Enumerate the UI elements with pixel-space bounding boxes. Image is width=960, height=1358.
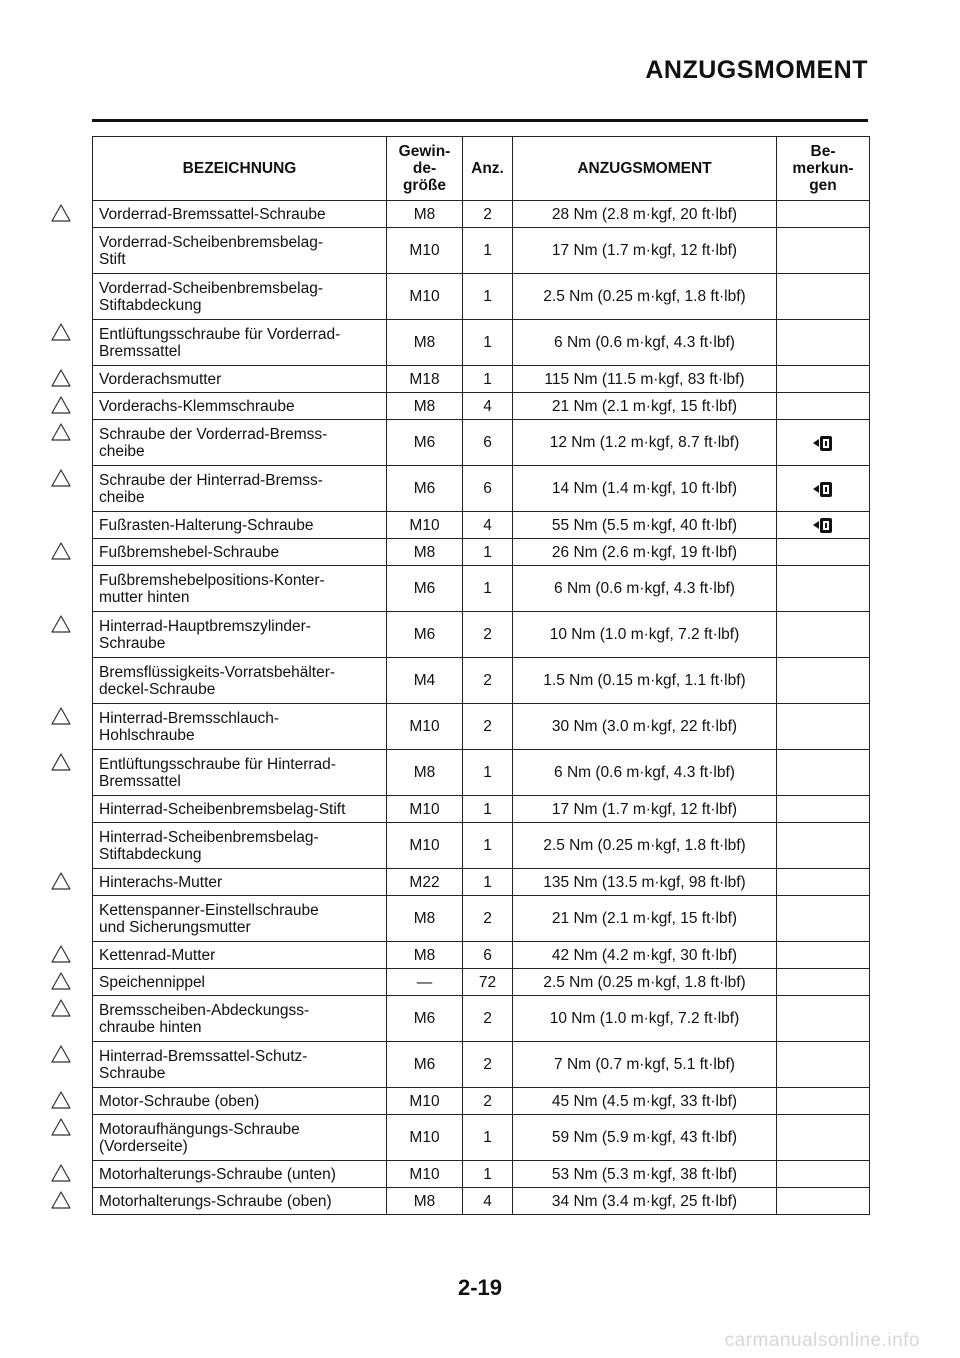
cell-thread: M8	[387, 393, 463, 420]
cell-qty: 1	[463, 796, 513, 823]
cell-thread: M6	[387, 566, 463, 612]
cell-name	[93, 896, 387, 942]
cell-qty: 1	[463, 366, 513, 393]
cell-qty: 1	[463, 274, 513, 320]
cell-thread: M8	[387, 896, 463, 942]
cell-torque: 7 Nm (0.7 m·kgf, 5.1 ft·lbf)	[513, 1042, 777, 1088]
warning-triangle-icon	[51, 972, 71, 990]
cell-torque: 6 Nm (0.6 m·kgf, 4.3 ft·lbf)	[513, 320, 777, 366]
cell-qty: 1	[463, 539, 513, 566]
warning-triangle-icon	[51, 369, 71, 387]
table-row	[93, 612, 870, 658]
table-row	[93, 1161, 870, 1188]
cell-name-text: Hinterrad-Hauptbremszylinder- Schraube	[99, 617, 311, 652]
cell-qty: 6	[463, 942, 513, 969]
cell-name	[93, 796, 387, 823]
table-body	[93, 201, 870, 1215]
table-row	[93, 823, 870, 869]
cell-name	[93, 969, 387, 996]
cell-thread: M10	[387, 228, 463, 274]
cell-qty: 4	[463, 393, 513, 420]
cell-torque: 59 Nm (5.9 m·kgf, 43 ft·lbf)	[513, 1115, 777, 1161]
table-row	[93, 466, 870, 512]
cell-torque: 17 Nm (1.7 m·kgf, 12 ft·lbf)	[513, 796, 777, 823]
cell-name	[93, 750, 387, 796]
cell-thread: M8	[387, 750, 463, 796]
cell-remarks	[777, 566, 870, 612]
cell-qty: 1	[463, 228, 513, 274]
cell-name-text: Entlüftungsschraube für Vorderrad- Bremssattel	[99, 325, 341, 360]
cell-remarks	[777, 942, 870, 969]
cell-torque: 115 Nm (11.5 m·kgf, 83 ft·lbf)	[513, 366, 777, 393]
cell-qty: 2	[463, 658, 513, 704]
cell-thread: M10	[387, 1161, 463, 1188]
cell-name	[93, 274, 387, 320]
warning-triangle-icon	[51, 542, 71, 560]
cell-name	[93, 1161, 387, 1188]
cell-name	[93, 996, 387, 1042]
cell-thread: M18	[387, 366, 463, 393]
cell-name	[93, 366, 387, 393]
warning-triangle-icon	[51, 396, 71, 414]
col-header-bezeichnung: BEZEICHNUNG	[93, 137, 387, 201]
warning-triangle-icon	[51, 1164, 71, 1182]
table-row	[93, 393, 870, 420]
cell-thread: M22	[387, 869, 463, 896]
table-row	[93, 228, 870, 274]
table-row	[93, 1088, 870, 1115]
cell-name-text: Vorderachsmutter	[99, 370, 222, 388]
cell-qty: 2	[463, 704, 513, 750]
warning-triangle-icon	[51, 615, 71, 633]
cell-name-text: Schraube der Hinterrad-Bremss- cheibe	[99, 471, 323, 506]
cell-remarks	[777, 1188, 870, 1215]
cell-thread: M10	[387, 1088, 463, 1115]
table-row	[93, 366, 870, 393]
cell-name-text: Fußbremshebelpositions-Konter- mutter hinten	[99, 571, 325, 606]
warning-triangle-icon	[51, 753, 71, 771]
cell-qty: 2	[463, 201, 513, 228]
cell-torque: 45 Nm (4.5 m·kgf, 33 ft·lbf)	[513, 1088, 777, 1115]
cell-name	[93, 201, 387, 228]
cell-name	[93, 420, 387, 466]
cell-torque: 21 Nm (2.1 m·kgf, 15 ft·lbf)	[513, 393, 777, 420]
table-row	[93, 658, 870, 704]
cell-remarks	[777, 1088, 870, 1115]
table-row	[93, 512, 870, 539]
cell-remarks	[777, 228, 870, 274]
cell-thread: M10	[387, 512, 463, 539]
cell-torque: 42 Nm (4.2 m·kgf, 30 ft·lbf)	[513, 942, 777, 969]
cell-thread: M6	[387, 466, 463, 512]
table-row	[93, 1042, 870, 1088]
cell-name-text: Hinterrad-Scheibenbremsbelag-Stift	[99, 800, 346, 818]
cell-remarks	[777, 612, 870, 658]
page-number: 2-19	[457, 1275, 503, 1300]
cell-remarks	[777, 393, 870, 420]
cell-qty: 2	[463, 896, 513, 942]
loctite-icon	[812, 515, 834, 535]
cell-qty: 1	[463, 1115, 513, 1161]
cell-remarks	[777, 704, 870, 750]
cell-thread: M6	[387, 612, 463, 658]
cell-name-text: Fußrasten-Halterung-Schraube	[99, 516, 314, 534]
cell-remarks	[777, 750, 870, 796]
cell-remarks	[777, 466, 870, 512]
cell-name-text: Vorderrad-Scheibenbremsbelag- Stift	[99, 233, 324, 268]
cell-thread: M6	[387, 1042, 463, 1088]
cell-name-text: Kettenspanner-Einstellschraube und Sicherungsmutter	[99, 901, 319, 936]
loctite-icon	[812, 479, 834, 499]
col-header-bemerkungen: Be- merkun- gen	[777, 137, 870, 201]
cell-torque: 55 Nm (5.5 m·kgf, 40 ft·lbf)	[513, 512, 777, 539]
cell-name-text: Speichennippel	[99, 973, 206, 991]
cell-name	[93, 658, 387, 704]
cell-torque: 12 Nm (1.2 m·kgf, 8.7 ft·lbf)	[513, 420, 777, 466]
cell-name-text: Entlüftungsschraube für Hinterrad- Bremssattel	[99, 755, 336, 790]
cell-torque: 10 Nm (1.0 m·kgf, 7.2 ft·lbf)	[513, 612, 777, 658]
table-row	[93, 566, 870, 612]
cell-qty: 6	[463, 466, 513, 512]
cell-remarks	[777, 823, 870, 869]
cell-name	[93, 393, 387, 420]
cell-name-text: Vorderrad-Bremssattel-Schraube	[99, 205, 326, 223]
cell-name	[93, 1042, 387, 1088]
cell-thread: M8	[387, 320, 463, 366]
cell-remarks	[777, 969, 870, 996]
cell-torque: 2.5 Nm (0.25 m·kgf, 1.8 ft·lbf)	[513, 823, 777, 869]
cell-torque: 2.5 Nm (0.25 m·kgf, 1.8 ft·lbf)	[513, 969, 777, 996]
cell-qty: 72	[463, 969, 513, 996]
page-title: ANZUGSMOMENT	[645, 56, 868, 84]
cell-torque: 6 Nm (0.6 m·kgf, 4.3 ft·lbf)	[513, 566, 777, 612]
warning-triangle-icon	[51, 423, 71, 441]
cell-name-text: Hinterrad-Bremsschlauch- Hohlschraube	[99, 709, 280, 744]
cell-remarks	[777, 1115, 870, 1161]
cell-qty: 4	[463, 1188, 513, 1215]
cell-remarks	[777, 1042, 870, 1088]
cell-torque: 53 Nm (5.3 m·kgf, 38 ft·lbf)	[513, 1161, 777, 1188]
warning-triangle-icon	[51, 872, 71, 890]
cell-qty: 2	[463, 612, 513, 658]
cell-qty: 4	[463, 512, 513, 539]
cell-qty: 1	[463, 750, 513, 796]
warning-triangle-icon	[51, 1045, 71, 1063]
table-row	[93, 796, 870, 823]
cell-qty: 1	[463, 1161, 513, 1188]
warning-triangle-icon	[51, 204, 71, 222]
cell-remarks	[777, 366, 870, 393]
table-row	[93, 996, 870, 1042]
cell-name-text: Motorhalterungs-Schraube (unten)	[99, 1165, 336, 1183]
cell-torque: 1.5 Nm (0.15 m·kgf, 1.1 ft·lbf)	[513, 658, 777, 704]
cell-name-text: Hinterrad-Scheibenbremsbelag- Stiftabdeckung	[99, 828, 319, 863]
cell-name-text: Schraube der Vorderrad-Bremss- cheibe	[99, 425, 328, 460]
cell-remarks	[777, 658, 870, 704]
cell-qty: 2	[463, 1088, 513, 1115]
cell-remarks	[777, 274, 870, 320]
table-row	[93, 201, 870, 228]
warning-triangle-icon	[51, 323, 71, 341]
cell-thread: M8	[387, 539, 463, 566]
cell-thread: M8	[387, 1188, 463, 1215]
cell-name-text: Hinterachs-Mutter	[99, 873, 223, 891]
cell-name	[93, 612, 387, 658]
cell-thread: M10	[387, 704, 463, 750]
cell-name	[93, 512, 387, 539]
torque-table	[92, 136, 870, 1215]
warning-triangle-icon	[51, 1191, 71, 1209]
col-header-gewindegroesse: Gewin- de- größe	[387, 137, 463, 201]
table-row	[93, 420, 870, 466]
table-row	[93, 969, 870, 996]
cell-remarks	[777, 996, 870, 1042]
cell-thread: M10	[387, 1115, 463, 1161]
cell-torque: 30 Nm (3.0 m·kgf, 22 ft·lbf)	[513, 704, 777, 750]
warning-triangle-icon	[51, 469, 71, 487]
cell-qty: 1	[463, 320, 513, 366]
table-row	[93, 1188, 870, 1215]
cell-qty: 1	[463, 823, 513, 869]
cell-name-text: Bremsscheiben-Abdeckungss- chraube hinten	[99, 1001, 310, 1036]
cell-thread: M10	[387, 274, 463, 320]
cell-name	[93, 823, 387, 869]
cell-name-text: Kettenrad-Mutter	[99, 946, 216, 964]
cell-name	[93, 566, 387, 612]
table-row	[93, 320, 870, 366]
col-header-anzugsmoment: ANZUGSMOMENT	[513, 137, 777, 201]
cell-thread: M4	[387, 658, 463, 704]
cell-name	[93, 466, 387, 512]
table-row	[93, 1115, 870, 1161]
title-rule	[92, 119, 868, 122]
warning-triangle-icon	[51, 945, 71, 963]
table-row	[93, 539, 870, 566]
cell-torque: 21 Nm (2.1 m·kgf, 15 ft·lbf)	[513, 896, 777, 942]
cell-name-text: Vorderrad-Scheibenbremsbelag- Stiftabdeckung	[99, 279, 324, 314]
cell-qty: 2	[463, 996, 513, 1042]
cell-qty: 2	[463, 1042, 513, 1088]
cell-thread: M10	[387, 823, 463, 869]
cell-remarks	[777, 869, 870, 896]
cell-name-text: Fußbremshebel-Schraube	[99, 543, 280, 561]
cell-thread: M8	[387, 201, 463, 228]
cell-thread: M6	[387, 996, 463, 1042]
table-row	[93, 274, 870, 320]
warning-triangle-icon	[51, 999, 71, 1017]
cell-torque: 26 Nm (2.6 m·kgf, 19 ft·lbf)	[513, 539, 777, 566]
cell-thread: M8	[387, 942, 463, 969]
cell-remarks	[777, 796, 870, 823]
cell-torque: 34 Nm (3.4 m·kgf, 25 ft·lbf)	[513, 1188, 777, 1215]
cell-qty: 6	[463, 420, 513, 466]
col-header-anzahl: Anz.	[463, 137, 513, 201]
table-row	[93, 704, 870, 750]
cell-name	[93, 320, 387, 366]
table-row	[93, 869, 870, 896]
warning-triangle-icon	[51, 707, 71, 725]
cell-torque: 2.5 Nm (0.25 m·kgf, 1.8 ft·lbf)	[513, 274, 777, 320]
cell-remarks	[777, 1161, 870, 1188]
cell-name	[93, 1115, 387, 1161]
cell-torque: 17 Nm (1.7 m·kgf, 12 ft·lbf)	[513, 228, 777, 274]
cell-torque: 14 Nm (1.4 m·kgf, 10 ft·lbf)	[513, 466, 777, 512]
cell-thread: —	[387, 969, 463, 996]
cell-thread: M6	[387, 420, 463, 466]
cell-torque: 10 Nm (1.0 m·kgf, 7.2 ft·lbf)	[513, 996, 777, 1042]
cell-torque: 6 Nm (0.6 m·kgf, 4.3 ft·lbf)	[513, 750, 777, 796]
cell-torque: 135 Nm (13.5 m·kgf, 98 ft·lbf)	[513, 869, 777, 896]
cell-thread: M10	[387, 796, 463, 823]
cell-remarks	[777, 512, 870, 539]
cell-name	[93, 704, 387, 750]
loctite-icon	[812, 433, 834, 453]
cell-remarks	[777, 201, 870, 228]
cell-name	[93, 539, 387, 566]
table-row	[93, 942, 870, 969]
cell-name	[93, 228, 387, 274]
cell-name-text: Hinterrad-Bremssattel-Schutz- Schraube	[99, 1047, 308, 1082]
cell-name	[93, 942, 387, 969]
warning-triangle-icon	[51, 1091, 71, 1109]
table-header-row	[93, 137, 870, 201]
cell-name-text: Motorhalterungs-Schraube (oben)	[99, 1192, 332, 1210]
table-row	[93, 896, 870, 942]
cell-torque: 28 Nm (2.8 m·kgf, 20 ft·lbf)	[513, 201, 777, 228]
table-row	[93, 750, 870, 796]
cell-name	[93, 869, 387, 896]
cell-name-text: Bremsflüssigkeits-Vorratsbehälter- deckel-Schraube	[99, 663, 336, 698]
cell-name-text: Motor-Schraube (oben)	[99, 1092, 260, 1110]
cell-remarks	[777, 320, 870, 366]
cell-remarks	[777, 896, 870, 942]
cell-qty: 1	[463, 566, 513, 612]
cell-qty: 1	[463, 869, 513, 896]
cell-name	[93, 1088, 387, 1115]
cell-name	[93, 1188, 387, 1215]
cell-name-text: Motoraufhängungs-Schraube (Vorderseite)	[99, 1120, 300, 1155]
cell-remarks	[777, 539, 870, 566]
cell-remarks	[777, 420, 870, 466]
warning-triangle-icon	[51, 1118, 71, 1136]
watermark: carmanualsonline.info	[724, 1330, 920, 1351]
cell-name-text: Vorderachs-Klemmschraube	[99, 397, 295, 415]
